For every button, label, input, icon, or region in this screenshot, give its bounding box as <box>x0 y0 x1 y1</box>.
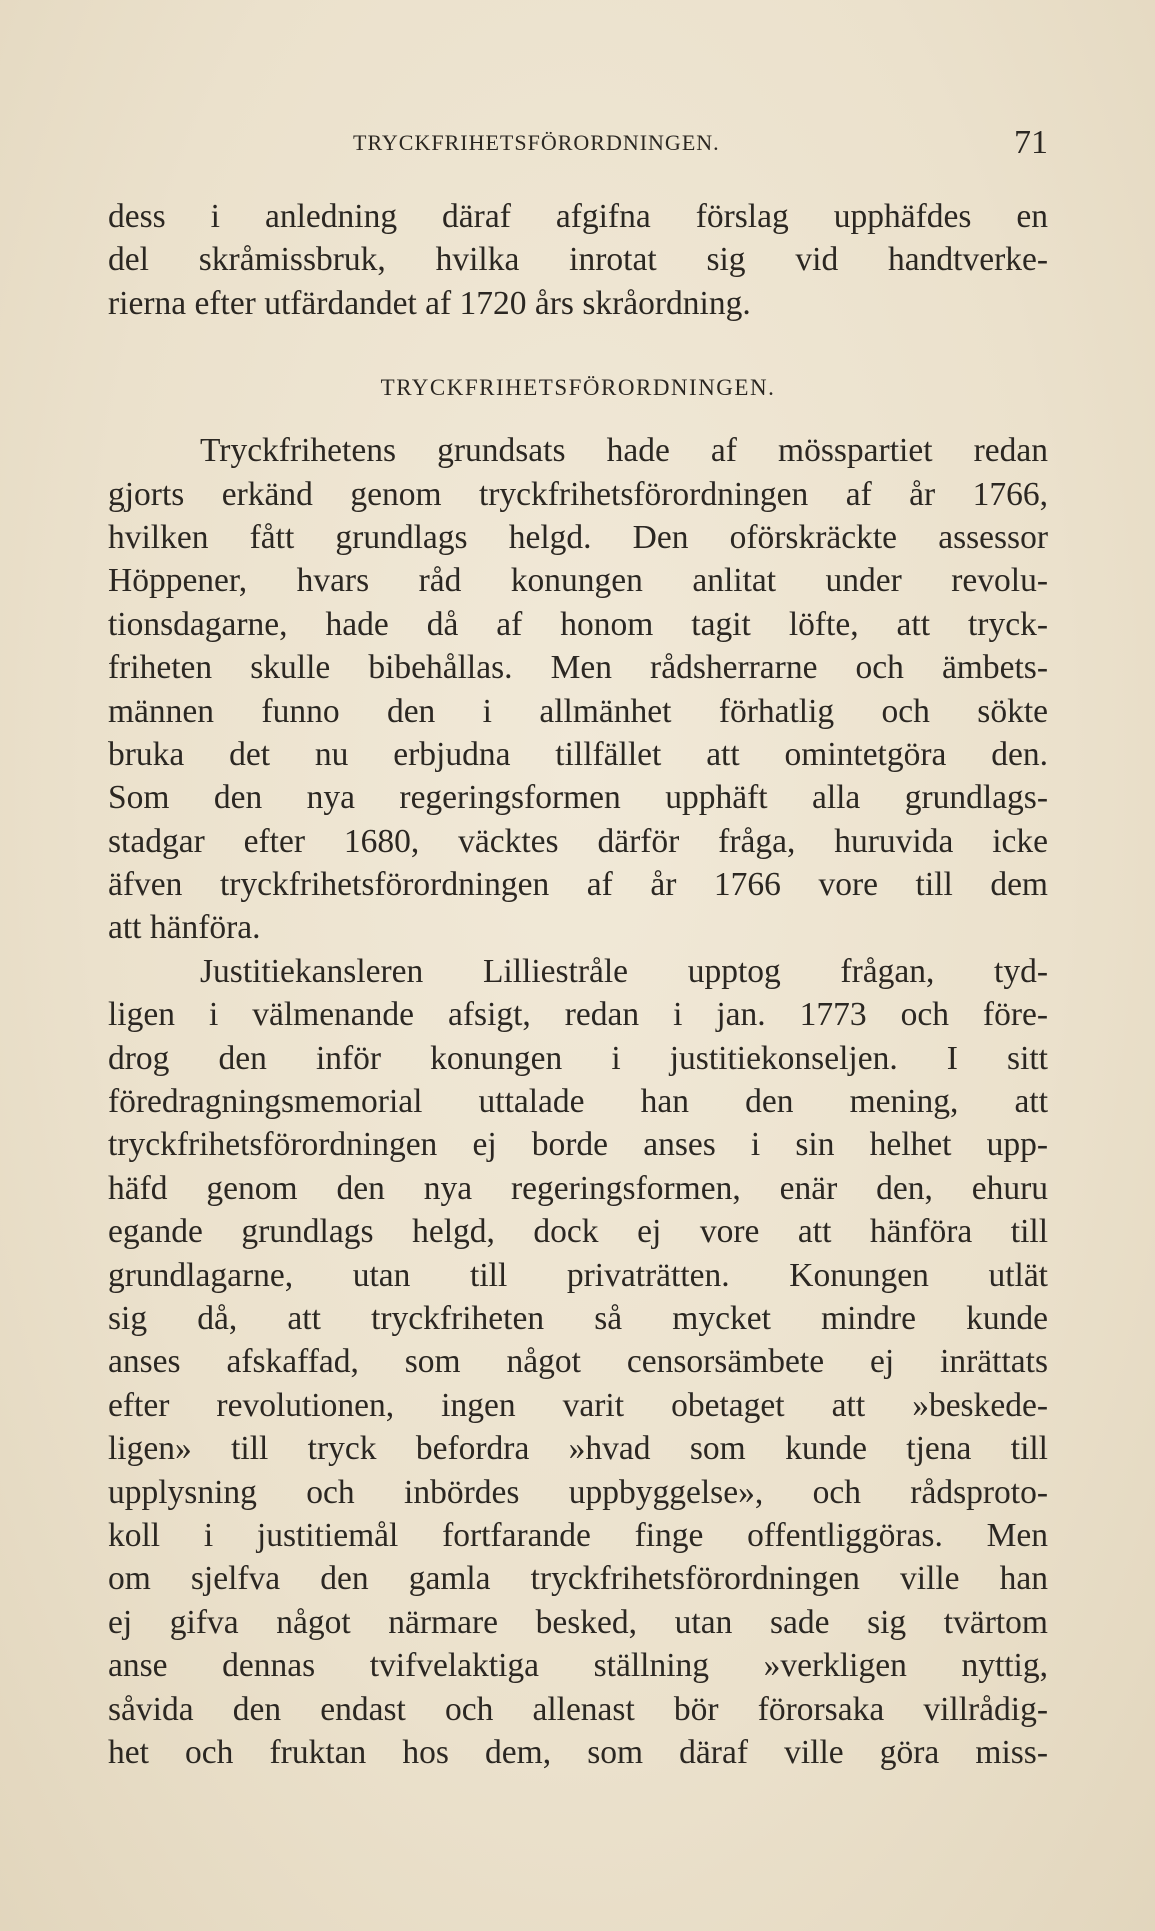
section-heading: TRYCKFRIHETSFÖRORDNINGEN. <box>380 375 776 401</box>
text-line: om sjelfva den gamla tryckfrihetsförordningen ville han <box>108 1560 1048 1598</box>
text-line: ligen» till tryck befordra »hvad som kunde tjena till <box>108 1430 1048 1468</box>
text-line: grundlagarne, utan till privaträtten. Konungen utlät <box>108 1256 1048 1294</box>
paragraph-2 <box>108 950 1048 1774</box>
text-line: häfd genom den nya regeringsformen, enär den, ehuru <box>108 1169 1048 1207</box>
text-line: hvilken fått grundlags helgd. Den oförskräckte assessor <box>108 518 1048 556</box>
text-line: rierna efter utfärdandet af 1720 års skråordning. <box>108 284 751 322</box>
text-line: att hänföra. <box>108 909 261 947</box>
text-line: upplysning och inbördes uppbyggelse», och rådsproto- <box>108 1473 1048 1511</box>
intro-paragraph <box>108 195 1048 325</box>
text-line: Höppener, hvars råd konungen anlitat under revolu- <box>108 562 1048 600</box>
text-line: efter revolutionen, ingen varit obetaget att »beskede- <box>108 1386 1048 1424</box>
text-line: tryckfrihetsförordningen ej borde anses i sin helhet upp- <box>108 1126 1048 1164</box>
text-line: Tryckfrihetens grundsats hade af mösspartiet redan <box>200 432 1048 470</box>
text-line: ej gifva något närmare besked, utan sade sig tvärtom <box>108 1603 1048 1641</box>
text-line: koll i justitiemål fortfarande finge offentliggöras. Men <box>108 1516 1048 1554</box>
running-title: TRYCKFRIHETSFÖRORDNINGEN. <box>353 130 720 155</box>
text-line: anse dennas tvifvelaktiga ställning »verkligen nyttig, <box>108 1647 1048 1685</box>
text-line: del skråmissbruk, hvilka inrotat sig vid handtverke- <box>108 241 1048 279</box>
text-line: såvida den endast och allenast bör förorsaka villrådig- <box>108 1690 1048 1728</box>
paragraph-1 <box>108 429 1048 950</box>
page-number: 71 <box>1014 124 1048 161</box>
text-line: het och fruktan hos dem, som däraf ville göra miss- <box>108 1733 1048 1771</box>
text-line: gjorts erkänd genom tryckfrihetsförordningen af år 1766, <box>108 475 1048 513</box>
text-line: Som den nya regeringsformen upphäft alla grundlags- <box>108 779 1048 817</box>
running-head <box>108 124 1048 164</box>
text-line: bruka det nu erbjudna tillfället att omintetgöra den. <box>108 735 1048 773</box>
text-line: egande grundlags helgd, dock ej vore att hänföra till <box>108 1213 1048 1251</box>
text-line: sig då, att tryckfriheten så mycket mindre kunde <box>108 1299 1048 1337</box>
text-line: friheten skulle bibehållas. Men rådsherrarne och ämbets- <box>108 649 1048 687</box>
text-line: anses afskaffad, som något censorsämbete ej inrättats <box>108 1343 1048 1381</box>
body-text <box>108 195 1048 1774</box>
text-line: männen funno den i allmänhet förhatlig och sökte <box>108 692 1048 730</box>
text-line: äfven tryckfrihetsförordningen af år 1766 vore till dem <box>108 866 1048 904</box>
text-line: stadgar efter 1680, väcktes därför fråga, huruvida icke <box>108 822 1048 860</box>
text-line: Justitiekansleren Lilliestråle upptog frågan, tyd- <box>200 952 1048 990</box>
text-line: dess i anledning däraf afgifna förslag upphäfdes en <box>108 198 1048 235</box>
text-line: tionsdagarne, hade då af honom tagit löfte, att tryck- <box>108 605 1048 643</box>
text-line: drog den inför konungen i justitiekonseljen. I sitt <box>108 1039 1048 1077</box>
text-line: ligen i välmenande afsigt, redan i jan. 1773 och före- <box>108 996 1048 1034</box>
text-line: föredragningsmemorial uttalade han den mening, att <box>108 1083 1048 1121</box>
